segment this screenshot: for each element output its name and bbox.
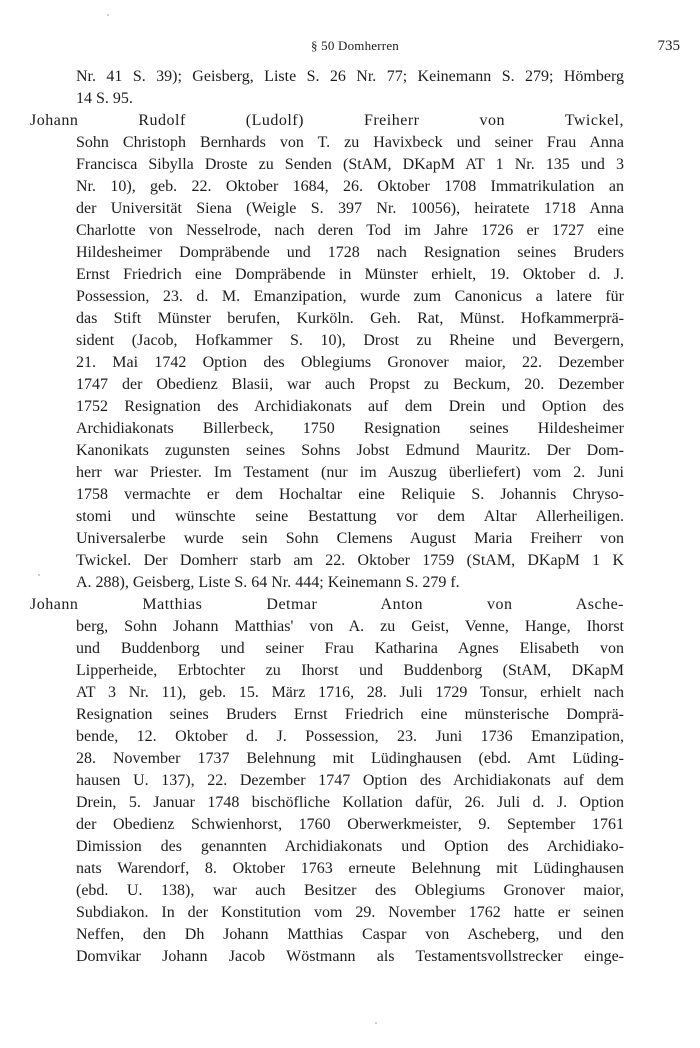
text-line: hausen U. 137), 22. Dezember 1747 Option des Archidiakonats auf dem	[76, 772, 624, 789]
text-line: und Buddenborg und seiner Frau Katharina Agnes Elisabeth von	[76, 640, 624, 657]
entry-heading-line: Johann Rudolf (Ludolf) Freiherr von Twickel,	[30, 112, 624, 129]
running-head: § 50 Domherren	[311, 38, 399, 53]
text-line: Universalerbe wurde sein Sohn Clemens August Maria Freiherr von	[76, 530, 624, 547]
text-line: der Universität Siena (Weigle S. 397 Nr. 10056), heiratete 1718 Anna	[76, 200, 624, 217]
text-line: Possession, 23. d. M. Emanzipation, wurde zum Canonicus a latere für	[76, 288, 624, 305]
scan-speck	[375, 1022, 377, 1024]
text-line: Ernst Friedrich eine Dompräbende in Münster erhielt, 19. Oktober d. J.	[76, 266, 624, 283]
text-line: 21. Mai 1742 Option des Oblegiums Gronover maior, 22. Dezember	[76, 354, 624, 371]
body-text	[30, 66, 624, 968]
text-line: Resignation seines Bruders Ernst Friedrich eine münsterische Domprä-	[76, 706, 624, 723]
text-line: Nr. 41 S. 39); Geisberg, Liste S. 26 Nr. 77; Keinemann S. 279; Hömberg	[76, 68, 624, 85]
text-line: Lipperheide, Erbtochter zu Ihorst und Buddenborg (StAM, DKapM	[76, 662, 624, 679]
text-line: 1752 Resignation des Archidiakonats auf dem Drein und Option des	[76, 398, 624, 415]
text-line: 1758 vermachte er dem Hochaltar eine Reliquie S. Johannis Chryso-	[76, 486, 624, 503]
text-line: Archidiakonats Billerbeck, 1750 Resignation seines Hildesheimer	[76, 420, 624, 437]
text-line: Subdiakon. In der Konstitution vom 29. November 1762 hatte er seinen	[76, 904, 624, 921]
text-line: AT 3 Nr. 11), geb. 15. März 1716, 28. Juli 1729 Tonsur, erhielt nach	[76, 684, 624, 701]
text-line: Dimission des genannten Archidiakonats und Option des Archidiako-	[76, 838, 624, 855]
text-line: 1747 der Obedienz Blasii, war auch Propst zu Beckum, 20. Dezember	[76, 376, 624, 393]
text-line: Kanonikats zugunsten seines Sohns Jobst Edmund Mauritz. Der Dom-	[76, 442, 624, 459]
page-number: 735	[657, 38, 680, 54]
text-line: Twickel. Der Domherr starb am 22. Oktober 1759 (StAM, DKapM 1 K	[76, 552, 624, 569]
text-line: der Obedienz Schwienhorst, 1760 Oberwerkmeister, 9. September 1761	[76, 816, 624, 833]
text-line: Neffen, den Dh Johann Matthias Caspar von Ascheberg, und den	[76, 926, 624, 943]
text-line: Charlotte von Nesselrode, nach deren Tod im Jahre 1726 er 1727 eine	[76, 222, 624, 239]
text-line: sident (Jacob, Hofkammer S. 10), Drost zu Rheine und Bevergern,	[76, 332, 624, 349]
text-line: 14 S. 95.	[76, 90, 133, 107]
page-header	[30, 38, 680, 60]
text-line: 28. November 1737 Belehnung mit Lüdinghausen (ebd. Amt Lüding-	[76, 750, 624, 767]
text-line: A. 288), Geisberg, Liste S. 64 Nr. 444; Keinemann S. 279 f.	[76, 574, 460, 591]
text-line: nats Warendorf, 8. Oktober 1763 erneute Belehnung mit Lüdinghausen	[76, 860, 624, 877]
text-line: berg, Sohn Johann Matthias' von A. zu Geist, Venne, Hange, Ihorst	[76, 618, 624, 635]
text-line: Francisca Sibylla Droste zu Senden (StAM, DKapM AT 1 Nr. 135 und 3	[76, 156, 624, 173]
text-line: das Stift Münster berufen, Kurköln. Geh. Rat, Münst. Hofkammerprä-	[76, 310, 624, 327]
scan-speck	[107, 14, 109, 16]
text-line: Hildesheimer Dompräbende und 1728 nach Resignation seines Bruders	[76, 244, 624, 261]
text-line: Sohn Christoph Bernhards von T. zu Havixbeck und seiner Frau Anna	[76, 134, 624, 151]
text-line: stomi und wünschte seine Bestattung vor dem Altar Allerheiligen.	[76, 508, 624, 525]
entry-heading-line: Johann Matthias Detmar Anton von Asche-	[30, 596, 624, 613]
text-line: Domvikar Johann Jacob Wöstmann als Testamentsvollstrecker einge-	[76, 948, 624, 965]
text-line: Drein, 5. Januar 1748 bischöfliche Kollation dafür, 26. Juli d. J. Option	[76, 794, 624, 811]
text-line: Nr. 10), geb. 22. Oktober 1684, 26. Oktober 1708 Immatrikulation an	[76, 178, 624, 195]
text-line: herr war Priester. Im Testament (nur im Auszug überliefert) vom 2. Juni	[76, 464, 624, 481]
text-line: bende, 12. Oktober d. J. Possession, 23. Juni 1736 Emanzipation,	[76, 728, 624, 745]
text-line: (ebd. U. 138), war auch Besitzer des Oblegiums Gronover maior,	[76, 882, 624, 899]
